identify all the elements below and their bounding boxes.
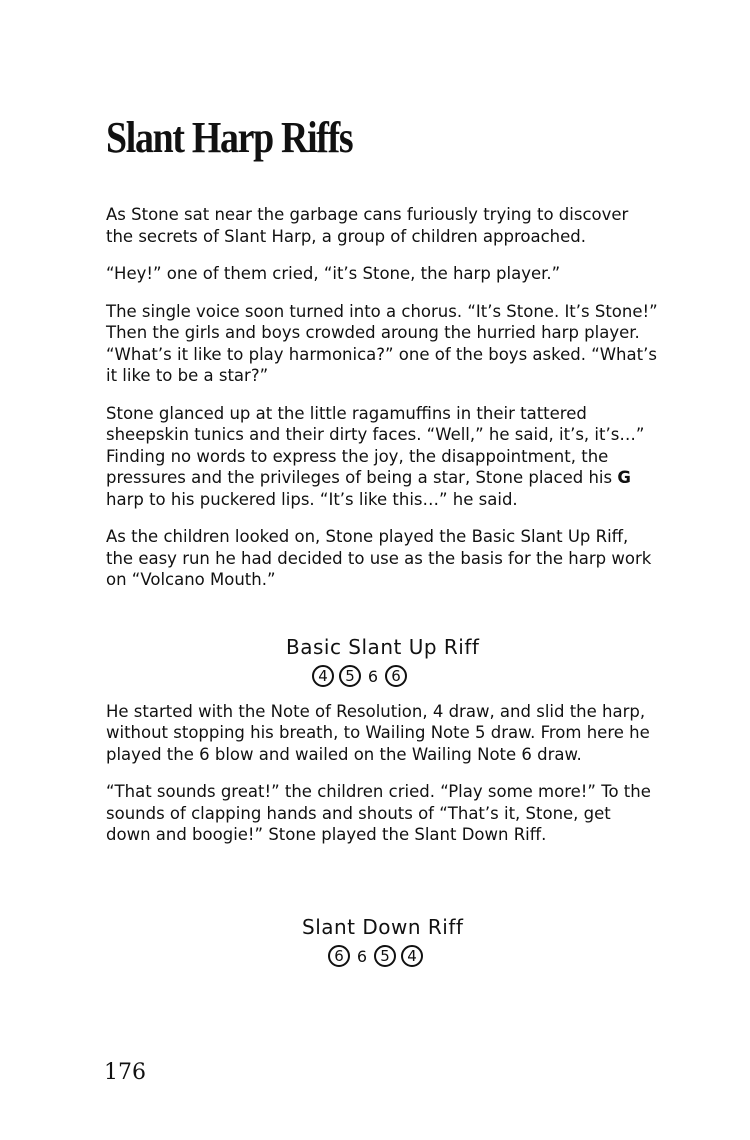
harp-key: G [617, 468, 631, 487]
paragraph-4 [106, 403, 658, 511]
page-title: Slant Harp Riffs [106, 113, 353, 162]
slant-down-riff [302, 915, 463, 967]
page-number: 176 [104, 1060, 146, 1085]
slant-down-riff-title: Slant Down Riff [302, 915, 464, 939]
draw-note: 4 [312, 665, 334, 687]
draw-note: 4 [401, 945, 423, 967]
body-text [106, 204, 658, 862]
paragraph-3: The single voice soon turned into a chorus. “It’s Stone. It’s Stone!” Then the girls and boys crowded aroung the hurried harp player. “What’s it like to play harmonica?” one of the boys asked. “What’s it like to be a star?” [106, 301, 658, 385]
blow-note: 6 [367, 666, 379, 686]
draw-note: 6 [385, 665, 407, 687]
slant-down-riff-notes [328, 945, 463, 967]
paragraph-2: “Hey!” one of them cried, “it’s Stone, the harp player.” [106, 264, 561, 283]
paragraph-7: “That sounds great!” the children cried. “Play some more!” To the sounds of clapping hands and shouts of “That’s it, Stone, get down and boogie!” Stone played the Slant Down Riff. [106, 782, 651, 844]
blow-note: 6 [356, 946, 368, 966]
draw-note: 5 [374, 945, 396, 967]
draw-note: 5 [339, 665, 361, 687]
slant-up-riff-title: Basic Slant Up Riff [286, 635, 480, 659]
paragraph-6: He started with the Note of Resolution, 4 draw, and slid the harp, without stopping his breath, to Wailing Note 5 draw. From here he played the 6 blow and wailed on the Wailing Note 6 draw. [106, 701, 650, 764]
paragraph-1: As Stone sat near the garbage cans furiously trying to discover the secrets of Slant Harp, a group of children approached. [106, 205, 629, 246]
paragraph-4-end: harp to his puckered lips. “It’s like this…” he said. [106, 489, 518, 509]
paragraph-4-start: Stone glanced up at the little ragamuffins in their tattered sheepskin tunics and their dirty faces. “Well,” he said, it’s, it’s…” Finding no words to express the joy, the disappointment, the pressures and the privileges of being a star, Stone placed his [106, 403, 645, 487]
slant-up-riff [286, 635, 479, 687]
slant-up-riff-notes [312, 665, 479, 687]
draw-note: 6 [328, 945, 350, 967]
paragraph-5: As the children looked on, Stone played the Basic Slant Up Riff, the easy run he had decided to use as the basis for the harp work on “Volcano Mouth.” [106, 527, 652, 589]
